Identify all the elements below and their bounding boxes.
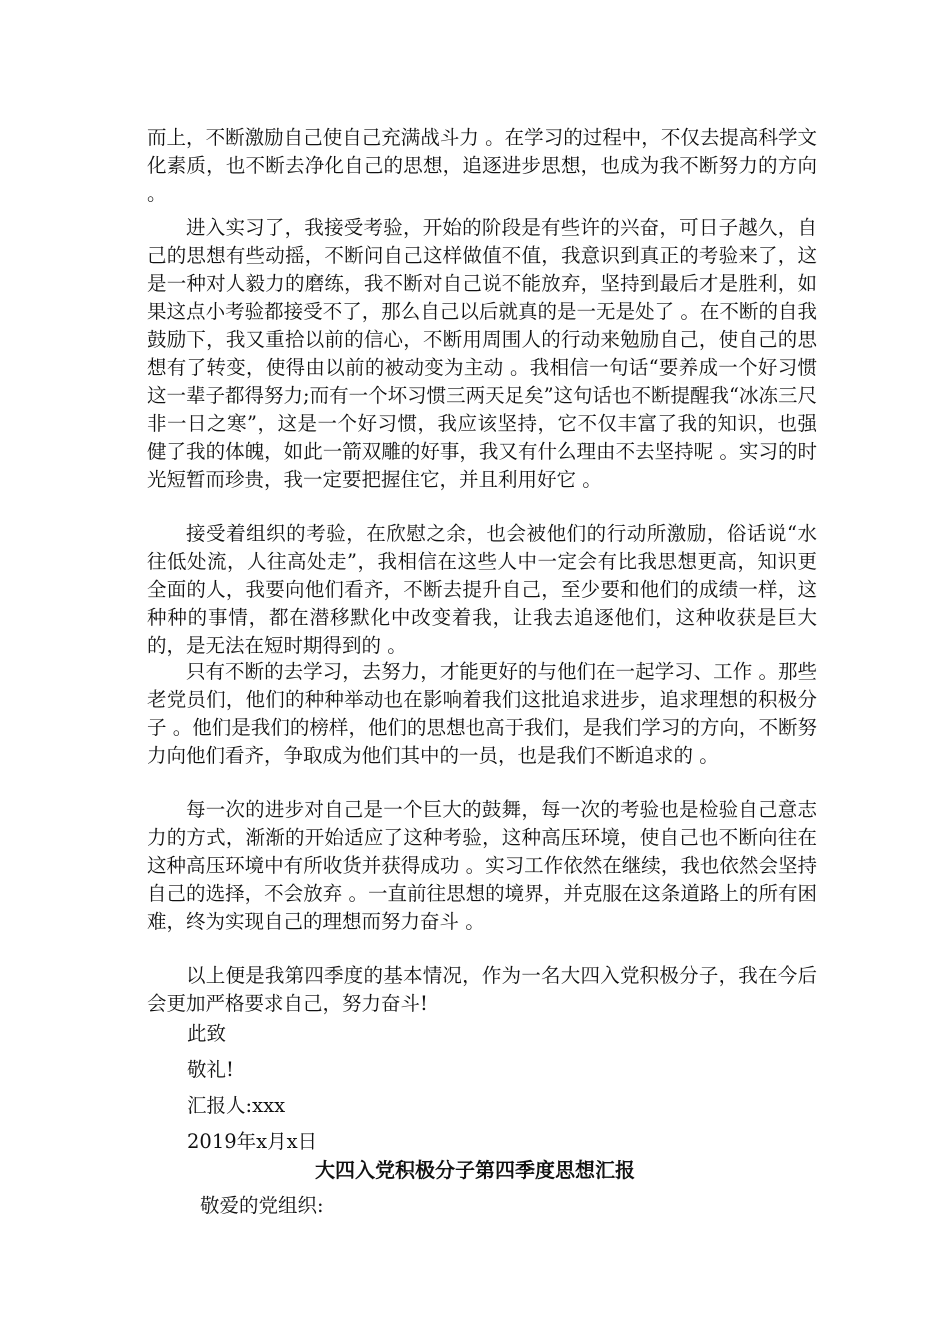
paragraph-keep-learning: 只有不断的去学习，去努力，才能更好的与他们在一起学习、工作 。那些老党员们，他们的种种举动也在影响着我们这批追求进步，追求理想的积极分子 。他们是我们的榜样，他们的思想也高于我们，是我们学习的方向，不断努力向他们看齐，争取成为他们其中的一员，也是我们不断追求的 。 xyxy=(147,660,817,767)
paragraph-every-progress: 每一次的进步对自己是一个巨大的鼓舞，每一次的考验也是检验自己意志力的方式，渐渐的开始适应了这种考验，这种高压环境，使自己也不断向往在这种高压环境中有所收货并获得成功 。实习工作依然在继续，我也依然会坚持自己的选择，不会放弃 。一直前往思想的境界，并克服在这条道路上的所有困难，终为实现自己的理想而努力奋斗 。 xyxy=(147,798,817,933)
paragraph-summary: 以上便是我第四季度的基本情况，作为一名大四入党积极分子，我在今后会更加严格要求自己，努力奋斗! xyxy=(147,964,817,1015)
closing-cizhi: 此致 xyxy=(187,1022,227,1045)
salutation: 敬爱的党组织: xyxy=(200,1194,324,1217)
next-document-title: 大四入党积极分子第四季度思想汇报 xyxy=(315,1158,635,1182)
paragraph-continuation: 而上，不断激励自己使自己充满战斗力 。在学习的过程中，不仅去提高科学文化素质，也不断去净化自己的思想，追逐进步思想，也成为我不断努力的方向 。 xyxy=(147,126,817,205)
closing-jingli: 敬礼! xyxy=(187,1058,234,1081)
paragraph-organization-test: 接受着组织的考验，在欣慰之余，也会被他们的行动所激励，俗话说“水往低处流，人往高处走”，我相信在这些人中一定会有比我思想更高，知识更全面的人，我要向他们看齐，不断去提升自己，至少要和他们的成绩一样，这种种的事情，都在潜移默化中改变着我，让我去追逐他们，这种收获是巨大的，是无法在短时期得到的 。 xyxy=(147,522,817,657)
paragraph-internship: 进入实习了，我接受考验，开始的阶段是有些许的兴奋，可日子越久，自己的思想有些动摇，不断问自己这样做值不值，我意识到真正的考验来了，这是一种对人毅力的磨练，我不断对自己说不能放弃，坚持到最后才是胜利，如果这点小考验都接受不了，那么自己以后就真的是一无是处了 。在不断的自我鼓励下，我又重拾以前的信心，不断用周围人的行动来勉励自己，使自己的思想有了转变，使得由以前的被动变为主动 。我相信一句话“要养成一个好习惯这一辈子都得努力;而有一个坏习惯三两天足矣”这句话也不断提醒我“冰冻三尺非一日之寒”，这是一个好习惯，我应该坚持，它不仅丰富了我的知识，也强健了我的体魄，如此一箭双雕的好事，我又有什么理由不去坚持呢 。实习的时光短暂而珍贵，我一定要把握住它，并且利用好它 。 xyxy=(147,216,818,491)
report-date: 2019年x月x日 xyxy=(187,1130,318,1153)
reporter-name: 汇报人:xxx xyxy=(187,1094,286,1117)
